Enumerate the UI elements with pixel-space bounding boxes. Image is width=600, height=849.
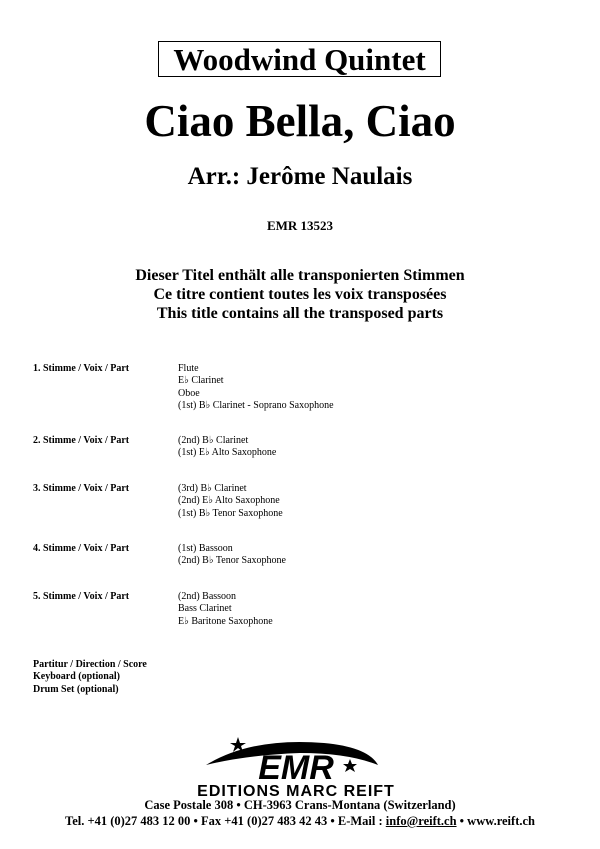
notice-french: Ce titre contient toutes les voix transposées	[153, 286, 447, 303]
instrument: (1st) E♭ Alto Saxophone	[178, 447, 277, 459]
instrument: (1st) B♭ Tenor Saxophone	[178, 507, 283, 519]
part-3-instruments	[178, 483, 283, 520]
contact-website[interactable]: • www.reift.ch	[456, 814, 535, 828]
instrument: (1st) B♭ Clarinet - Soprano Saxophone	[178, 399, 334, 411]
part-5-instruments	[178, 591, 273, 628]
extra-drum-set: Drum Set (optional)	[33, 683, 119, 695]
instrument: (2nd) Bassoon	[178, 591, 237, 602]
logo-star-right	[343, 759, 357, 772]
part-2-instruments	[178, 435, 276, 460]
notice-english: This title contains all the transposed parts	[156, 305, 444, 322]
contact-phone-fax: Tel. +41 (0)27 483 12 00 • Fax +41 (0)27 483 42 43 • E-Mail :	[65, 814, 386, 828]
extra-parts	[33, 659, 147, 696]
instrument: (2nd) B♭ Clarinet	[178, 435, 249, 446]
part-1-instruments	[178, 363, 334, 412]
logo-emr-text: EMR	[258, 749, 334, 787]
instrument: (1st) Bassoon	[178, 543, 233, 554]
part-4-instruments	[178, 543, 286, 568]
extra-score: Partitur / Direction / Score	[33, 659, 147, 670]
logo-publisher-name: EDITIONS MARC REIFT	[197, 783, 395, 799]
transposition-notice	[0, 266, 600, 323]
publisher-contact	[0, 814, 600, 829]
extra-keyboard: Keyboard (optional)	[33, 671, 120, 683]
arranger: Arr.: Jerôme Naulais	[187, 163, 413, 190]
instrument: Oboe	[178, 387, 200, 399]
catalog-number: EMR 13523	[266, 218, 334, 233]
ensemble-title: Woodwind Quintet	[158, 41, 441, 77]
instrument: (3rd) B♭ Clarinet	[178, 483, 247, 494]
instrument: (2nd) B♭ Tenor Saxophone	[178, 555, 286, 567]
instrument: E♭ Clarinet	[178, 375, 224, 387]
instrument: (2nd) E♭ Alto Saxophone	[178, 495, 280, 507]
email-link[interactable]: info@reift.ch	[385, 814, 457, 828]
instrument: Flute	[178, 363, 199, 374]
part-4-label: 4. Stimme / Voix / Part	[33, 543, 130, 554]
instrument: E♭ Baritone Saxophone	[178, 615, 273, 627]
emr-logo	[0, 733, 600, 799]
part-2-label: 2. Stimme / Voix / Part	[33, 435, 130, 446]
notice-german: Dieser Titel enthält alle transponierten Stimmen	[135, 267, 465, 284]
piece-title: Ciao Bella, Ciao	[144, 96, 456, 146]
part-5-label: 5. Stimme / Voix / Part	[33, 591, 130, 602]
publisher-address: Case Postale 308 • CH-3963 Crans-Montana (Switzerland)	[144, 798, 456, 812]
instrument: Bass Clarinet	[178, 603, 232, 615]
part-3-label: 3. Stimme / Voix / Part	[33, 483, 130, 494]
part-1-label: 1. Stimme / Voix / Part	[33, 363, 130, 374]
